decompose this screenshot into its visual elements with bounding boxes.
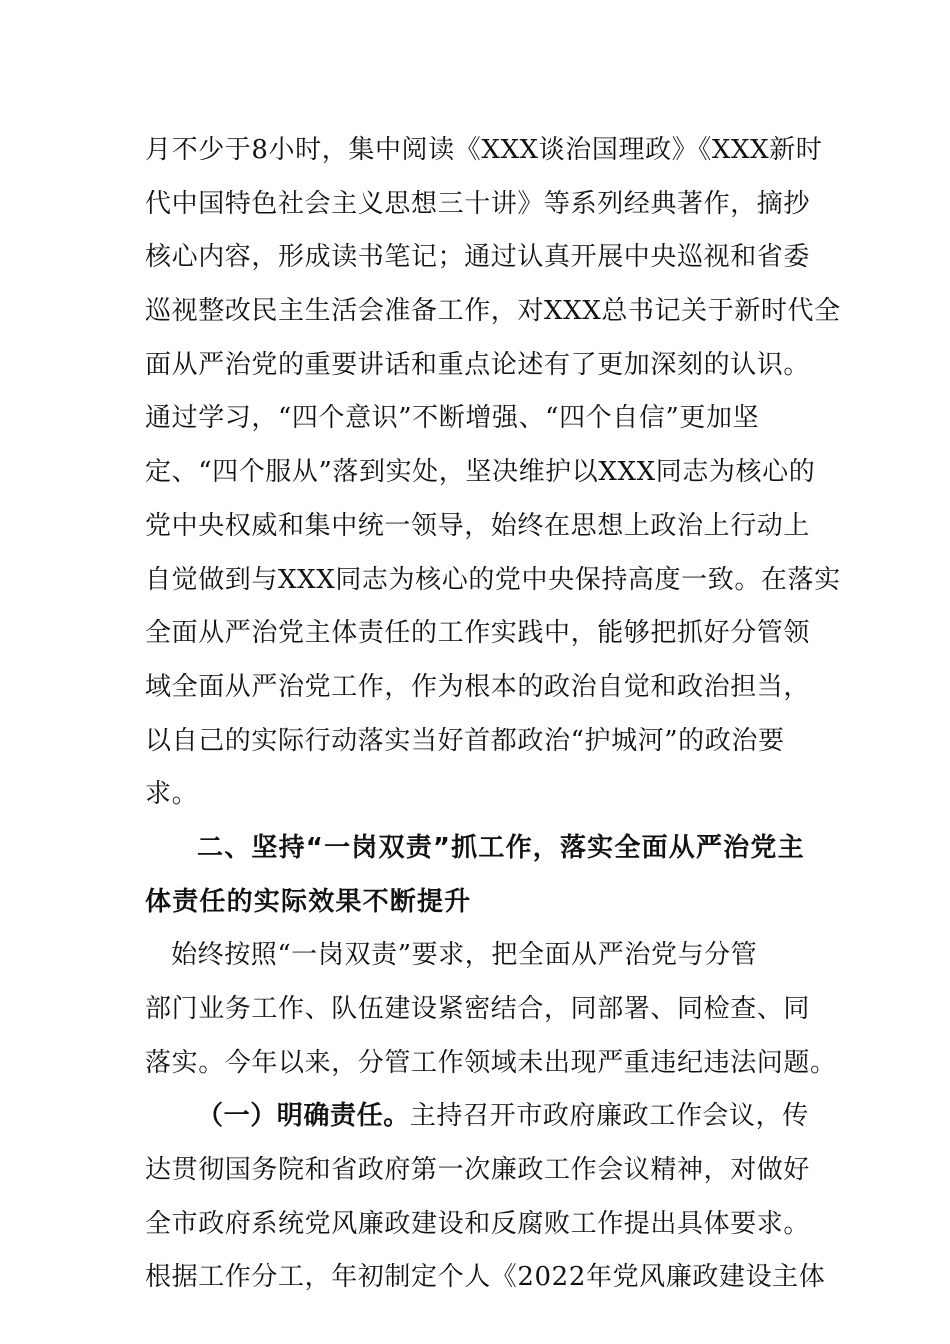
subsection-text: 主持召开市政府廉政工作会议，传 bbox=[409, 1101, 809, 1132]
subsection-line bbox=[145, 1090, 810, 1144]
body-line: 自觉做到与XXX同志为核心的党中央保持高度一致。在落实 bbox=[145, 564, 841, 595]
document-body bbox=[145, 124, 841, 1305]
body-line: 党中央权威和集中统一领导，始终在思想上政治上行动上 bbox=[145, 510, 811, 541]
body-line: 以自己的实际行动落实当好首都政治“护城河”的政治要 bbox=[145, 725, 785, 756]
section-heading: 二、坚持“一岗双责”抓工作，落实全面从严治党主 bbox=[197, 832, 805, 863]
subsection-lead: （一）明确责任。 bbox=[197, 1101, 410, 1132]
body-line: 核心内容，形成读书笔记；通过认真开展中央巡视和省委 bbox=[145, 242, 811, 273]
body-line: 月不少于8小时，集中阅读《XXX谈治国理政》《XXX新时 bbox=[145, 135, 823, 165]
body-line: 面从严治党的重要讲话和重点论述有了更加深刻的认识。 bbox=[145, 349, 811, 380]
body-line: 根据工作分工，年初制定个人《2022年党风廉政建设主体 bbox=[145, 1262, 826, 1293]
body-line: 通过学习，“四个意识”不断增强、“四个自信”更加坚 bbox=[145, 403, 760, 434]
body-line: 达贯彻国务院和省政府第一次廉政工作会议精神，对做好 bbox=[145, 1155, 811, 1186]
body-line: 定、“四个服从”落到实处，坚决维护以XXX同志为核心的 bbox=[145, 457, 816, 488]
body-line: 求。 bbox=[145, 779, 199, 810]
body-line: 落实。今年以来，分管工作领域未出现严重违纪违法问题。 bbox=[145, 1047, 837, 1078]
body-line: 始终按照“一岗双责”要求，把全面从严治党与分管 bbox=[171, 940, 758, 971]
body-line: 巡视整改民主生活会准备工作，对XXX总书记关于新时代全 bbox=[145, 296, 841, 327]
section-heading: 体责任的实际效果不断提升 bbox=[145, 886, 472, 917]
body-line: 部门业务工作、队伍建设紧密结合，同部署、同检查、同 bbox=[145, 994, 811, 1024]
body-line: 全面从严治党主体责任的工作实践中，能够把抓好分管领 bbox=[145, 618, 811, 649]
body-line: 代中国特色社会主义思想三十讲》等系列经典著作，摘抄 bbox=[145, 188, 811, 219]
body-line: 全市政府系统党风廉政建设和反腐败工作提出具体要求。 bbox=[145, 1208, 811, 1239]
body-line: 域全面从严治党工作，作为根本的政治自觉和政治担当， bbox=[145, 671, 811, 702]
